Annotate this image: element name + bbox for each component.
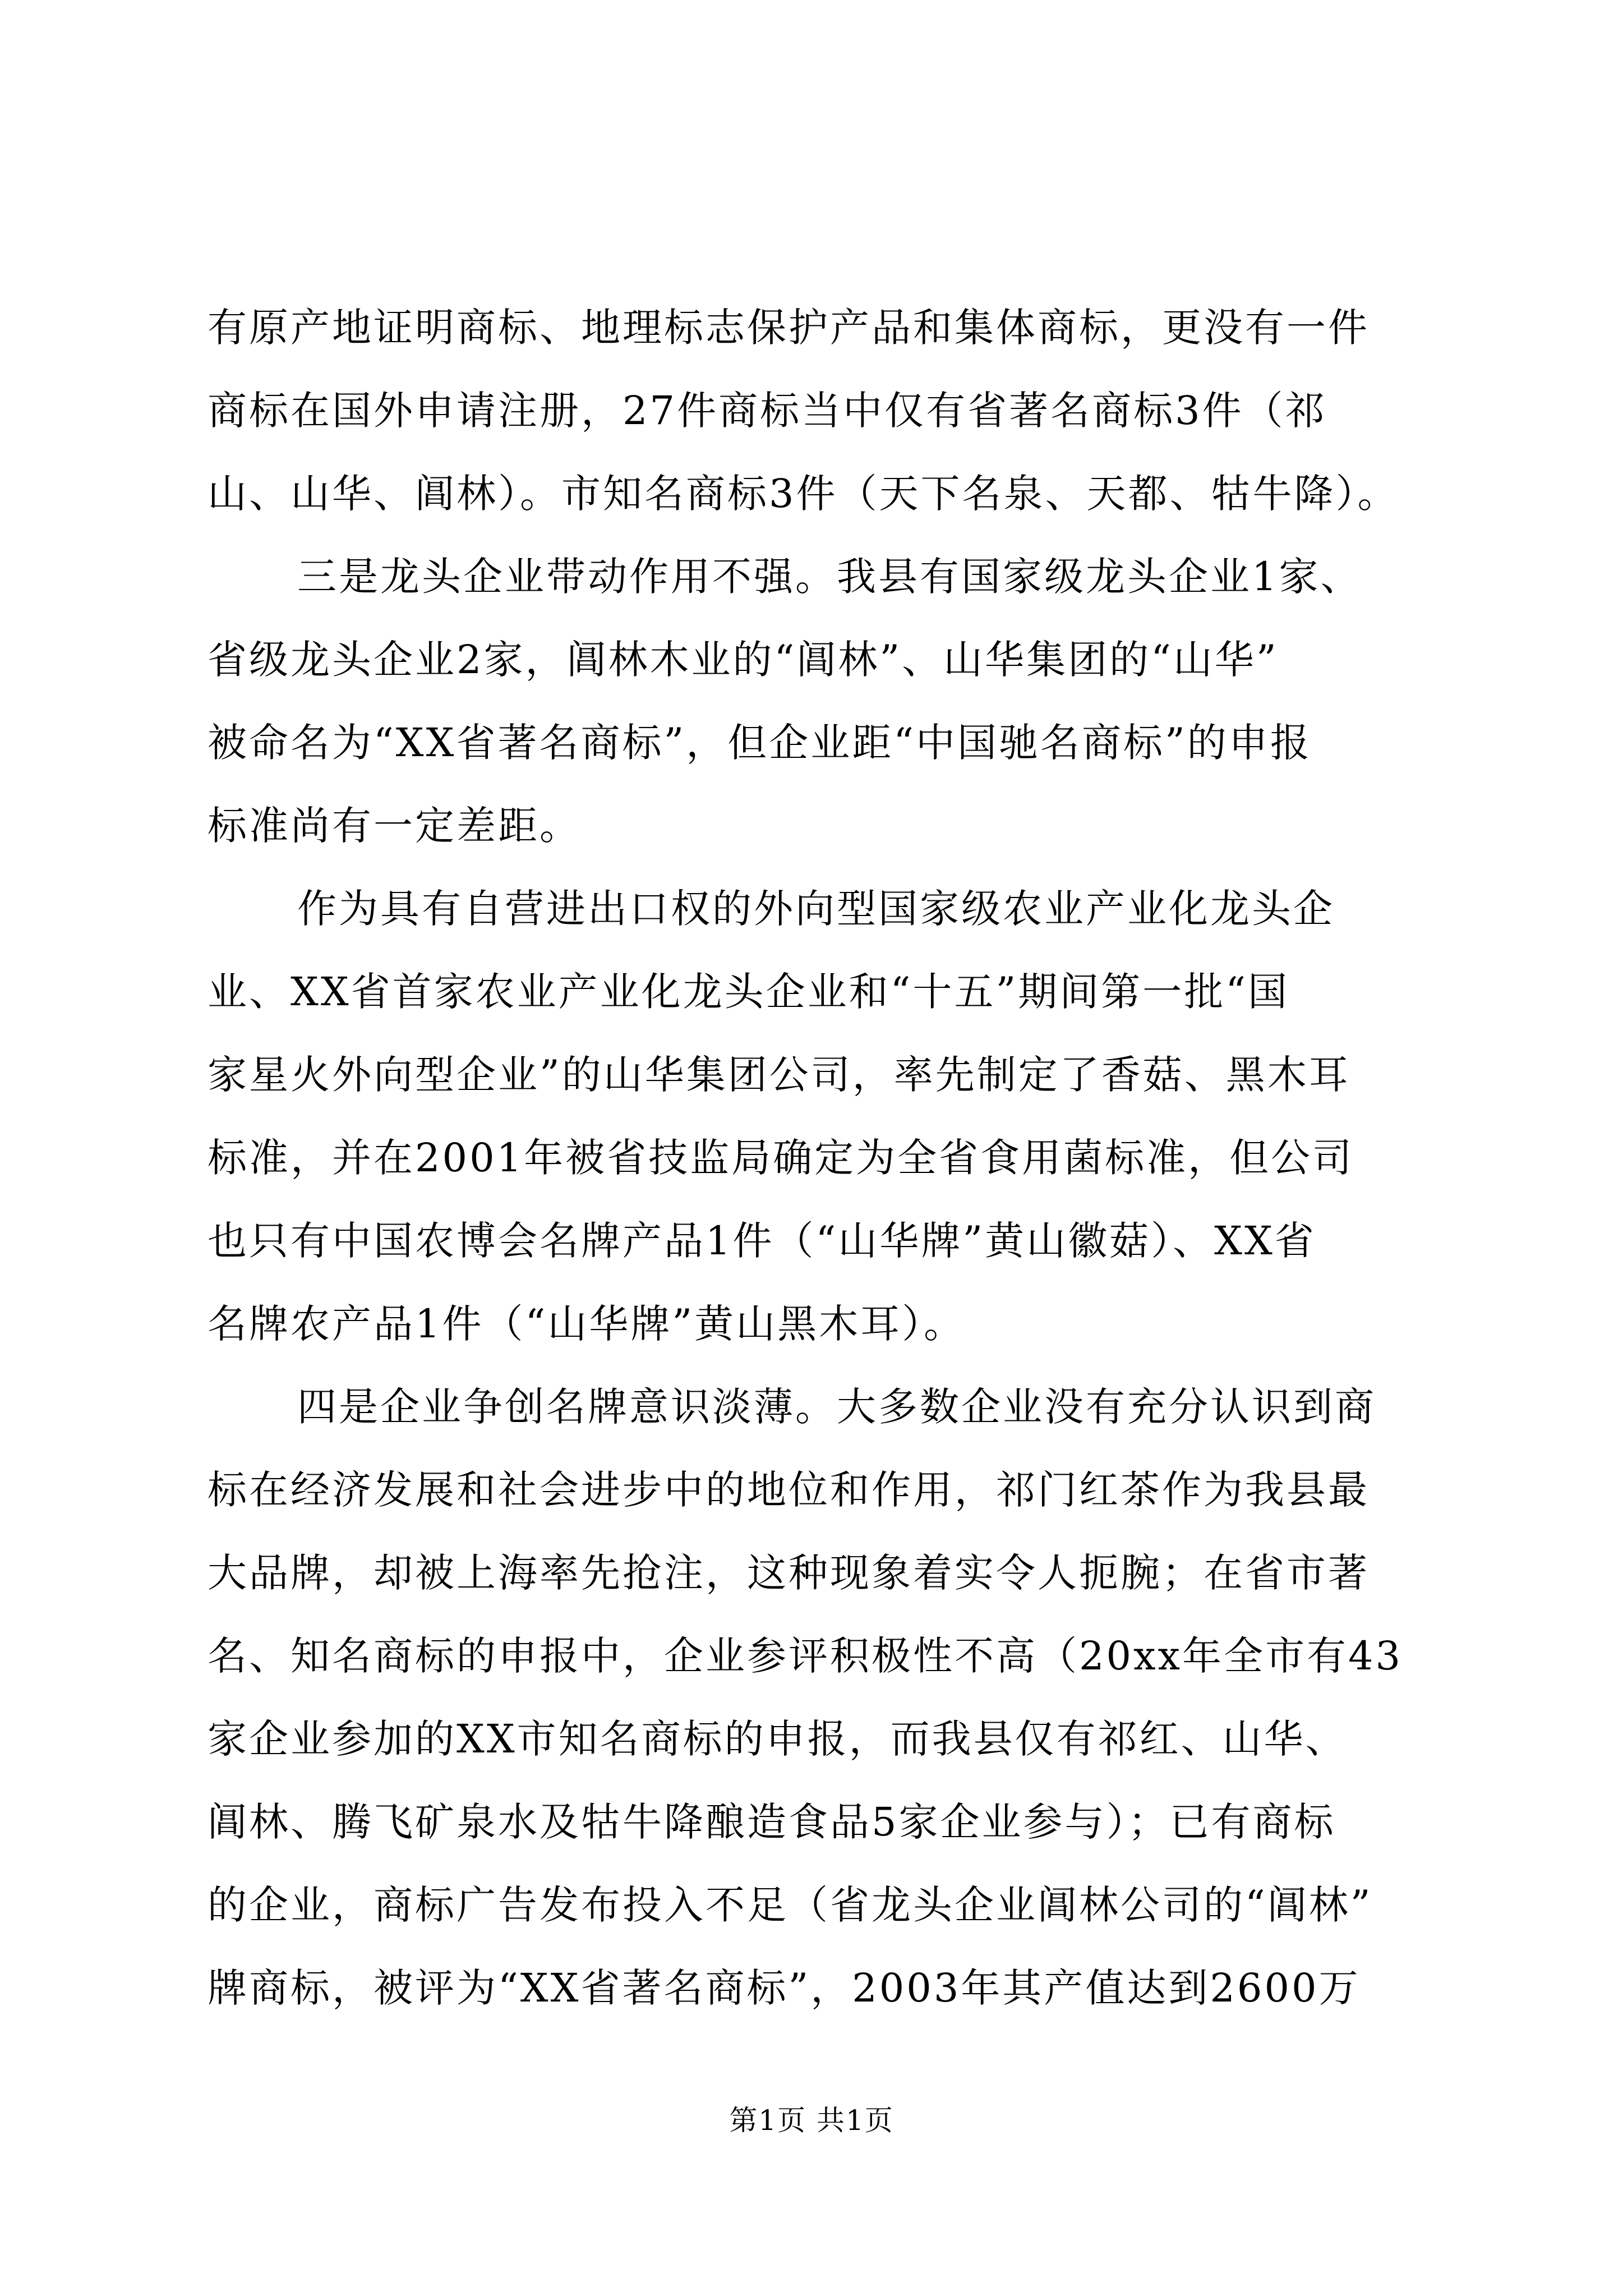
text-line: 的企业，商标广告发布投入不足（省龙头企业阊林公司的“阊林”	[208, 1882, 1373, 1928]
text-line: 名牌农产品1件（“山华牌”黄山黑木耳）。	[208, 1301, 966, 1347]
text-line: 也只有中国农博会名牌产品1件（“山华牌”黄山徽菇）、XX省	[208, 1218, 1316, 1264]
text-line: 山、山华、阊林）。市知名商标3件（天下名泉、天都、牯牛降）。	[208, 471, 1399, 517]
text-line: 有原产地证明商标、地理标志保护产品和集体商标，更没有一件	[208, 305, 1370, 351]
text-line: 名、知名商标的申报中，企业参评积极性不高（20xx年全市有43	[208, 1633, 1403, 1679]
text-line: 家企业参加的XX市知名商标的申报，而我县仅有祁红、山华、	[208, 1716, 1347, 1762]
page-number-footer: 第1页 共1页	[729, 2104, 894, 2137]
text-line: 省级龙头企业2家，阊林木业的“阊林”、山华集团的“山华”	[208, 637, 1279, 683]
text-line: 被命名为“XX省著名商标”，但企业距“中国驰名商标”的申报	[208, 720, 1312, 766]
text-line: 业、XX省首家农业产业化龙头企业和“十五”期间第一批“国	[208, 969, 1290, 1015]
text-line: 标在经济发展和社会进步中的地位和作用，祁门红茶作为我县最	[208, 1467, 1370, 1513]
text-line: 阊林、腾飞矿泉水及牯牛降酿造食品5家企业参与）；已有商标	[208, 1799, 1336, 1845]
text-line: 牌商标，被评为“XX省著名商标”，2003年其产值达到2600万	[208, 1965, 1361, 2011]
text-line: 四是企业争创名牌意识淡薄。大多数企业没有充分认识到商	[297, 1384, 1376, 1430]
text-line: 标准尚有一定差距。	[208, 803, 581, 849]
body-text	[208, 286, 1419, 2030]
text-line: 标准，并在2001年被省技监局确定为全省食用菌标准，但公司	[208, 1135, 1354, 1181]
text-line: 家星火外向型企业”的山华集团公司，率先制定了香菇、黑木耳	[208, 1052, 1350, 1098]
text-line: 大品牌，却被上海率先抢注，这种现象着实令人扼腕；在省市著	[208, 1550, 1370, 1596]
text-line: 商标在国外申请注册，27件商标当中仅有省著名商标3件（祁	[208, 388, 1327, 434]
text-line: 作为具有自营进出口权的外向型国家级农业产业化龙头企	[297, 886, 1335, 932]
text-line: 三是龙头企业带动作用不强。我县有国家级龙头企业1家、	[297, 554, 1362, 600]
